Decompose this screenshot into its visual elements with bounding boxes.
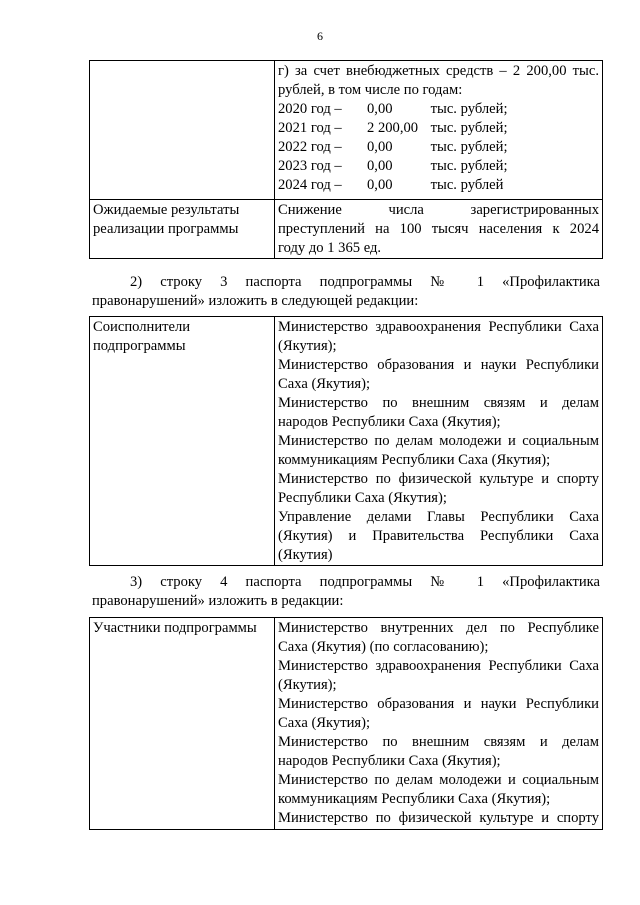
- organization-line: (Якутия);: [278, 677, 337, 693]
- year-label: 2021 год –: [278, 120, 342, 136]
- year-label: 2022 год –: [278, 139, 342, 155]
- paragraph-3-line-1: 3) строку 4 паспорта подпрограммы № 1 «Профилактика: [130, 574, 600, 590]
- organization-line: Республики Саха (Якутия);: [278, 490, 447, 506]
- results-label: Ожидаемые результаты реализации программы: [90, 200, 275, 259]
- organization-line: Министерство по внешним связям и делам: [278, 734, 599, 750]
- year-amount: 0,00: [367, 177, 393, 193]
- paragraph-3-line-2: правонарушений» изложить в редакции:: [92, 593, 344, 609]
- funding-table: [89, 60, 603, 259]
- year-label: 2024 год –: [278, 177, 342, 193]
- organization-line: Министерство по делам молодежи и социальным: [278, 433, 599, 449]
- funding-intro-line: рублей, в том числе по годам:: [278, 82, 463, 98]
- organization-line: Министерство здравоохранения Республики Саха: [278, 658, 599, 674]
- organization-line: Министерство по внешним связям и делам: [278, 395, 599, 411]
- results-row: [90, 200, 603, 259]
- coexecutors-label: Соисполнители подпрограммы: [90, 317, 275, 566]
- year-row: [278, 157, 599, 176]
- results-line: году до 1 365 ед.: [278, 240, 382, 256]
- paragraph-3: [92, 573, 600, 611]
- year-label: 2023 год –: [278, 158, 342, 174]
- years-list: [278, 100, 599, 195]
- results-line: Снижение числа зарегистрированных: [278, 202, 599, 218]
- organization-line: Саха (Якутия) (по согласованию);: [278, 639, 489, 655]
- year-amount: 0,00: [367, 158, 393, 174]
- participants-row: [90, 618, 603, 830]
- coexecutors-value-cell: [275, 317, 603, 566]
- paragraph-2: [92, 273, 600, 311]
- organization-line: Министерство здравоохранения Республики Саха: [278, 319, 599, 335]
- paragraph-2-line-1: 2) строку 3 паспорта подпрограммы № 1 «Профилактика: [130, 274, 600, 290]
- organization-line: Министерство по физической культуре и спорту: [278, 471, 599, 487]
- organization-line: народов Республики Саха (Якутия);: [278, 414, 501, 430]
- organization-line: (Якутия);: [278, 338, 337, 354]
- participants-value-cell: [275, 618, 603, 830]
- year-row: [278, 176, 599, 195]
- participants-label: Участники подпрограммы: [90, 618, 275, 830]
- year-label: 2020 год –: [278, 101, 342, 117]
- organization-line: Министерство внутренних дел по Республике: [278, 620, 599, 636]
- coexecutors-row: [90, 317, 603, 566]
- coexecutors-table: [89, 316, 603, 566]
- year-amount: 0,00: [367, 139, 393, 155]
- funding-row: [90, 61, 603, 200]
- year-unit: тыс. рублей: [427, 177, 504, 193]
- organization-line: Саха (Якутия);: [278, 376, 371, 392]
- year-amount: 2 200,00: [367, 120, 419, 136]
- results-value-cell: [275, 200, 603, 259]
- organization-line: коммуникациям Республики Саха (Якутия);: [278, 791, 551, 807]
- year-unit: тыс. рублей;: [427, 158, 508, 174]
- organization-line: (Якутия) и Правительства Республики Саха: [278, 528, 599, 544]
- participants-table: [89, 617, 603, 830]
- organization-line: (Якутия): [278, 547, 333, 563]
- organization-line: Министерство образования и науки Республики: [278, 696, 599, 712]
- organization-line: Министерство по физической культуре и спорту: [278, 810, 599, 826]
- organization-line: Саха (Якутия);: [278, 715, 371, 731]
- funding-label-cell: [90, 61, 275, 200]
- organization-line: Управление делами Главы Республики Саха: [278, 509, 599, 525]
- year-amount: 0,00: [367, 101, 393, 117]
- year-row: [278, 138, 599, 157]
- year-unit: тыс. рублей;: [427, 139, 508, 155]
- organization-line: Министерство по делам молодежи и социальным: [278, 772, 599, 788]
- year-row: [278, 100, 599, 119]
- year-unit: тыс. рублей;: [427, 101, 508, 117]
- funding-intro-line: г) за счет внебюджетных средств – 2 200,00 тыс.: [278, 63, 599, 79]
- organization-line: народов Республики Саха (Якутия);: [278, 753, 501, 769]
- year-row: [278, 119, 599, 138]
- funding-value-cell: [275, 61, 603, 200]
- results-line: преступлений на 100 тысяч населения к 2024: [278, 221, 599, 237]
- organization-line: коммуникациям Республики Саха (Якутия);: [278, 452, 551, 468]
- year-unit: тыс. рублей;: [427, 120, 508, 136]
- page-number: 6: [317, 29, 323, 43]
- organization-line: Министерство образования и науки Республики: [278, 357, 599, 373]
- paragraph-2-line-2: правонарушений» изложить в следующей редакции:: [92, 293, 419, 309]
